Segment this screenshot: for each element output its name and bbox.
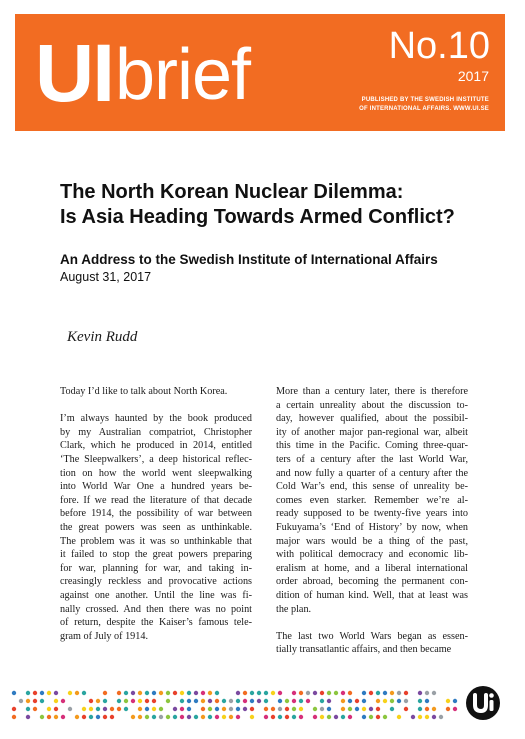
decorative-dot	[236, 699, 240, 703]
decorative-dot	[348, 715, 352, 719]
decorative-dot	[313, 707, 317, 711]
decorative-dot	[40, 699, 44, 703]
decorative-dot	[425, 691, 429, 695]
decorative-dot	[320, 691, 324, 695]
decorative-dot	[278, 707, 282, 711]
decorative-dot	[180, 691, 184, 695]
decorative-dot-pattern	[10, 688, 460, 728]
decorative-dot	[453, 699, 457, 703]
decorative-dot	[285, 699, 289, 703]
text-line: nally crossed. And then there was no point	[60, 603, 252, 615]
decorative-dot	[320, 715, 324, 719]
decorative-dot	[89, 715, 93, 719]
text-line: dition of human kind. Well, that at least was	[276, 589, 468, 601]
decorative-dot	[208, 707, 212, 711]
decorative-dot	[180, 707, 184, 711]
decorative-dot	[138, 715, 142, 719]
decorative-dot	[383, 691, 387, 695]
masthead-banner	[15, 14, 505, 131]
text-line: ‘The Sleepwalkers’, a deep historical reflec-	[60, 453, 252, 465]
decorative-dot	[26, 699, 30, 703]
decorative-dot	[418, 699, 422, 703]
decorative-dot	[229, 707, 233, 711]
issue-number: No.10	[388, 25, 490, 67]
decorative-dot	[306, 691, 310, 695]
decorative-dot	[145, 715, 149, 719]
article-title	[60, 180, 500, 230]
decorative-dot	[54, 707, 58, 711]
decorative-dot	[327, 691, 331, 695]
text-line: tially transatlantic affairs, and then became	[276, 644, 452, 656]
decorative-dot	[82, 691, 86, 695]
decorative-dot	[397, 699, 401, 703]
decorative-dot	[390, 699, 394, 703]
decorative-dot	[362, 707, 366, 711]
decorative-dot	[376, 699, 380, 703]
decorative-dot	[264, 715, 268, 719]
decorative-dot	[96, 699, 100, 703]
decorative-dot	[26, 715, 30, 719]
body-paragraph	[276, 385, 468, 616]
decorative-dot	[243, 691, 247, 695]
decorative-dot	[257, 691, 261, 695]
decorative-dot	[96, 707, 100, 711]
decorative-dot	[89, 707, 93, 711]
decorative-dot	[390, 691, 394, 695]
decorative-dot	[236, 691, 240, 695]
decorative-dot	[12, 691, 16, 695]
decorative-dot	[124, 699, 128, 703]
decorative-dot	[236, 707, 240, 711]
decorative-dot	[404, 691, 408, 695]
decorative-dot	[271, 691, 275, 695]
decorative-dot	[40, 691, 44, 695]
decorative-dot	[152, 699, 156, 703]
text-line: of return, despite the Kaiser’s famous tele-	[60, 617, 252, 629]
decorative-dot	[54, 715, 58, 719]
decorative-dot	[250, 715, 254, 719]
text-line: into World War One a hundred years be-	[60, 481, 252, 493]
decorative-dot	[418, 715, 422, 719]
decorative-dot	[292, 699, 296, 703]
text-line: Clark, which he produced in 2014, entitled	[60, 440, 252, 452]
decorative-dot	[355, 699, 359, 703]
decorative-dot	[124, 707, 128, 711]
decorative-dot	[110, 715, 114, 719]
decorative-dot	[236, 715, 240, 719]
decorative-dot	[19, 699, 23, 703]
decorative-dot	[47, 707, 51, 711]
decorative-dot	[215, 691, 219, 695]
decorative-dot	[152, 691, 156, 695]
decorative-dot	[257, 699, 261, 703]
decorative-dot	[145, 691, 149, 695]
decorative-dot	[117, 699, 121, 703]
decorative-dot	[355, 707, 359, 711]
text-line: ters of a century after the last World War,	[276, 453, 468, 465]
text-line: gram of July of 1914.	[60, 630, 148, 642]
decorative-dot	[306, 699, 310, 703]
decorative-dot	[215, 699, 219, 703]
decorative-dot	[124, 691, 128, 695]
ui-logo-icon	[466, 686, 500, 720]
decorative-dot	[229, 715, 233, 719]
decorative-dot	[411, 715, 415, 719]
decorative-dot	[446, 707, 450, 711]
decorative-dot	[110, 707, 114, 711]
decorative-dot	[369, 715, 373, 719]
decorative-dot	[33, 707, 37, 711]
decorative-dot	[159, 691, 163, 695]
decorative-dot	[299, 707, 303, 711]
decorative-dot	[376, 691, 380, 695]
decorative-dot	[264, 691, 268, 695]
decorative-dot	[54, 699, 58, 703]
decorative-dot	[103, 715, 107, 719]
decorative-dot	[40, 715, 44, 719]
text-line: ready supposed to be twenty-five years into	[276, 508, 468, 520]
article-author: Kevin Rudd	[67, 329, 138, 345]
decorative-dot	[222, 715, 226, 719]
text-line: The last two World Wars began as essen-	[276, 630, 468, 642]
decorative-dot	[229, 699, 233, 703]
decorative-dot	[271, 707, 275, 711]
decorative-dot	[383, 715, 387, 719]
decorative-dot	[12, 707, 16, 711]
title-line-1: The North Korean Nuclear Dilemma:	[60, 181, 404, 203]
decorative-dot	[187, 699, 191, 703]
decorative-dot	[194, 691, 198, 695]
decorative-dot	[47, 691, 51, 695]
decorative-dot	[369, 691, 373, 695]
decorative-dot	[243, 699, 247, 703]
text-line: order abroad, becoming the permanent con-	[276, 576, 468, 588]
body-paragraph	[60, 412, 252, 643]
decorative-dot	[432, 707, 436, 711]
decorative-dot	[341, 715, 345, 719]
decorative-dot	[327, 707, 331, 711]
decorative-dot	[250, 707, 254, 711]
decorative-dot	[166, 715, 170, 719]
decorative-dot	[397, 715, 401, 719]
decorative-dot	[89, 699, 93, 703]
decorative-dot	[425, 707, 429, 711]
decorative-dot	[383, 699, 387, 703]
decorative-dot	[439, 715, 443, 719]
text-line: the great powers was seen as unthinkable.	[60, 521, 252, 533]
decorative-dot	[131, 691, 135, 695]
decorative-dot	[75, 691, 79, 695]
decorative-dot	[222, 699, 226, 703]
decorative-dot	[75, 715, 79, 719]
text-line: Today I’d like to talk about North Korea.	[60, 386, 228, 397]
decorative-dot	[341, 699, 345, 703]
decorative-dot	[145, 707, 149, 711]
text-line: fore. If we read the literature of that decade	[60, 494, 252, 506]
decorative-dot	[201, 715, 205, 719]
decorative-dot	[68, 691, 72, 695]
decorative-dot	[152, 707, 156, 711]
decorative-dot	[292, 707, 296, 711]
decorative-dot	[215, 715, 219, 719]
decorative-dot	[159, 707, 163, 711]
decorative-dot	[327, 699, 331, 703]
decorative-dot	[376, 707, 380, 711]
decorative-dot	[418, 691, 422, 695]
decorative-dot	[404, 699, 408, 703]
decorative-dot	[131, 699, 135, 703]
text-line: Cold War’s end, this sense of unreality be-	[276, 481, 468, 493]
decorative-dot	[103, 707, 107, 711]
decorative-dot	[12, 715, 16, 719]
decorative-dot	[271, 715, 275, 719]
decorative-dot	[299, 699, 303, 703]
decorative-dot	[446, 699, 450, 703]
decorative-dot	[194, 699, 198, 703]
body-paragraph	[276, 630, 468, 657]
decorative-dot	[348, 699, 352, 703]
decorative-dot	[33, 691, 37, 695]
text-line: More than a century later, there is therefore	[276, 386, 468, 397]
brand-ui-wordmark: UI	[35, 28, 113, 119]
decorative-dot	[341, 691, 345, 695]
text-line: a certain unreality about the discussion to-	[276, 399, 468, 411]
decorative-dot	[180, 699, 184, 703]
text-line: Fukuyama’s ‘End of History’ by now, when	[276, 521, 468, 533]
decorative-dot	[82, 715, 86, 719]
decorative-dot	[47, 715, 51, 719]
decorative-dot	[117, 707, 121, 711]
decorative-dot	[173, 715, 177, 719]
text-line: ity of another major pan-regional war, albeit	[276, 426, 468, 438]
decorative-dot	[54, 691, 58, 695]
decorative-dot	[117, 691, 121, 695]
body-paragraph	[60, 385, 252, 399]
decorative-dot	[334, 715, 338, 719]
decorative-dot	[432, 715, 436, 719]
decorative-dot	[250, 699, 254, 703]
decorative-dot	[201, 707, 205, 711]
text-line: I’m always haunted by the book produced	[60, 413, 252, 425]
decorative-dot	[264, 707, 268, 711]
decorative-dot	[390, 707, 394, 711]
decorative-dot	[243, 707, 247, 711]
decorative-dot	[376, 715, 380, 719]
text-line: day, however qualified, about the possibil-	[276, 413, 468, 425]
decorative-dot	[397, 691, 401, 695]
decorative-dot	[362, 715, 366, 719]
article-date: August 31, 2017	[60, 270, 152, 284]
decorative-dot	[26, 691, 30, 695]
text-line: against one another. Until the line was fi-	[60, 589, 252, 601]
body-column-right	[276, 385, 468, 670]
decorative-dot	[187, 707, 191, 711]
decorative-dot	[369, 707, 373, 711]
decorative-dot	[404, 707, 408, 711]
decorative-dot	[208, 691, 212, 695]
decorative-dot	[250, 691, 254, 695]
decorative-dot	[285, 715, 289, 719]
decorative-dot	[145, 699, 149, 703]
brand-brief-wordmark: brief	[115, 35, 251, 115]
decorative-dot	[152, 715, 156, 719]
text-line: this time in the Pacific. Coming three-quar-	[276, 440, 468, 452]
decorative-dot	[425, 699, 429, 703]
decorative-dot	[208, 715, 212, 719]
decorative-dot	[131, 715, 135, 719]
text-line: tion on how the world went sleepwalking	[60, 467, 252, 479]
decorative-dot	[313, 715, 317, 719]
decorative-dot	[425, 715, 429, 719]
text-line: eralism at home, and a liberal international	[276, 562, 468, 574]
decorative-dot	[292, 691, 296, 695]
title-line-2: Is Asia Heading Towards Armed Conflict?	[60, 206, 455, 228]
publisher-line-2: OF INTERNATIONAL AFFAIRS. WWW.UI.SE	[359, 106, 489, 112]
decorative-dot	[348, 707, 352, 711]
decorative-dot	[138, 707, 142, 711]
decorative-dot	[418, 707, 422, 711]
decorative-dot	[341, 707, 345, 711]
text-line: and now fully a quarter of a century after the	[276, 467, 468, 479]
decorative-dot	[201, 699, 205, 703]
decorative-dot	[313, 691, 317, 695]
decorative-dot	[61, 699, 65, 703]
publisher-line-1: PUBLISHED BY THE SWEDISH INSTITUTE	[361, 97, 489, 103]
decorative-dot	[362, 699, 366, 703]
decorative-dot	[453, 707, 457, 711]
decorative-dot	[215, 707, 219, 711]
decorative-dot	[320, 707, 324, 711]
decorative-dot	[278, 691, 282, 695]
issue-year: 2017	[457, 68, 489, 84]
decorative-dot	[173, 691, 177, 695]
publisher-note	[289, 96, 489, 114]
decorative-dot	[292, 715, 296, 719]
decorative-dot	[180, 715, 184, 719]
decorative-dot	[264, 699, 268, 703]
decorative-dot	[285, 707, 289, 711]
decorative-dot	[166, 691, 170, 695]
text-line: with political democracy and economic lib-	[276, 549, 468, 561]
decorative-dot	[166, 699, 170, 703]
decorative-dot	[82, 707, 86, 711]
text-line: it failed to stop the great powers preparing	[60, 549, 252, 561]
text-line: by my Australian compatriot, Christopher	[60, 426, 252, 438]
decorative-dot	[103, 691, 107, 695]
decorative-dot	[278, 715, 282, 719]
decorative-dot	[432, 691, 436, 695]
decorative-dot	[159, 715, 163, 719]
decorative-dot	[201, 691, 205, 695]
decorative-dot	[103, 699, 107, 703]
text-line: before 1914, the possibility of war between	[60, 508, 252, 520]
decorative-dot	[61, 715, 65, 719]
body-column-left	[60, 385, 252, 657]
decorative-dot	[187, 715, 191, 719]
text-line: the plan.	[276, 603, 312, 615]
decorative-dot	[348, 691, 352, 695]
decorative-dot	[299, 691, 303, 695]
decorative-dot	[33, 699, 37, 703]
text-line: major wars would be a thing of the past,	[276, 535, 468, 547]
decorative-dot	[327, 715, 331, 719]
decorative-dot	[320, 699, 324, 703]
decorative-dot	[208, 699, 212, 703]
decorative-dot	[138, 691, 142, 695]
decorative-dot	[96, 715, 100, 719]
decorative-dot	[26, 707, 30, 711]
decorative-dot	[68, 707, 72, 711]
decorative-dot	[222, 707, 226, 711]
decorative-dot	[362, 691, 366, 695]
article-subtitle: An Address to the Swedish Institute of International Affairs	[60, 252, 438, 267]
decorative-dot	[173, 707, 177, 711]
text-line: comes even starker. Remember we’re al-	[276, 494, 468, 506]
decorative-dot	[194, 715, 198, 719]
decorative-dot	[187, 691, 191, 695]
text-line: for war, planning for war, and taking in-	[60, 562, 252, 574]
decorative-dot	[278, 699, 282, 703]
decorative-dot	[138, 699, 142, 703]
decorative-dot	[334, 691, 338, 695]
text-line: The problem was it was so unthinkable that	[60, 535, 252, 547]
decorative-dot	[299, 715, 303, 719]
text-line: creasingly reckless and provocative actions	[60, 576, 252, 588]
